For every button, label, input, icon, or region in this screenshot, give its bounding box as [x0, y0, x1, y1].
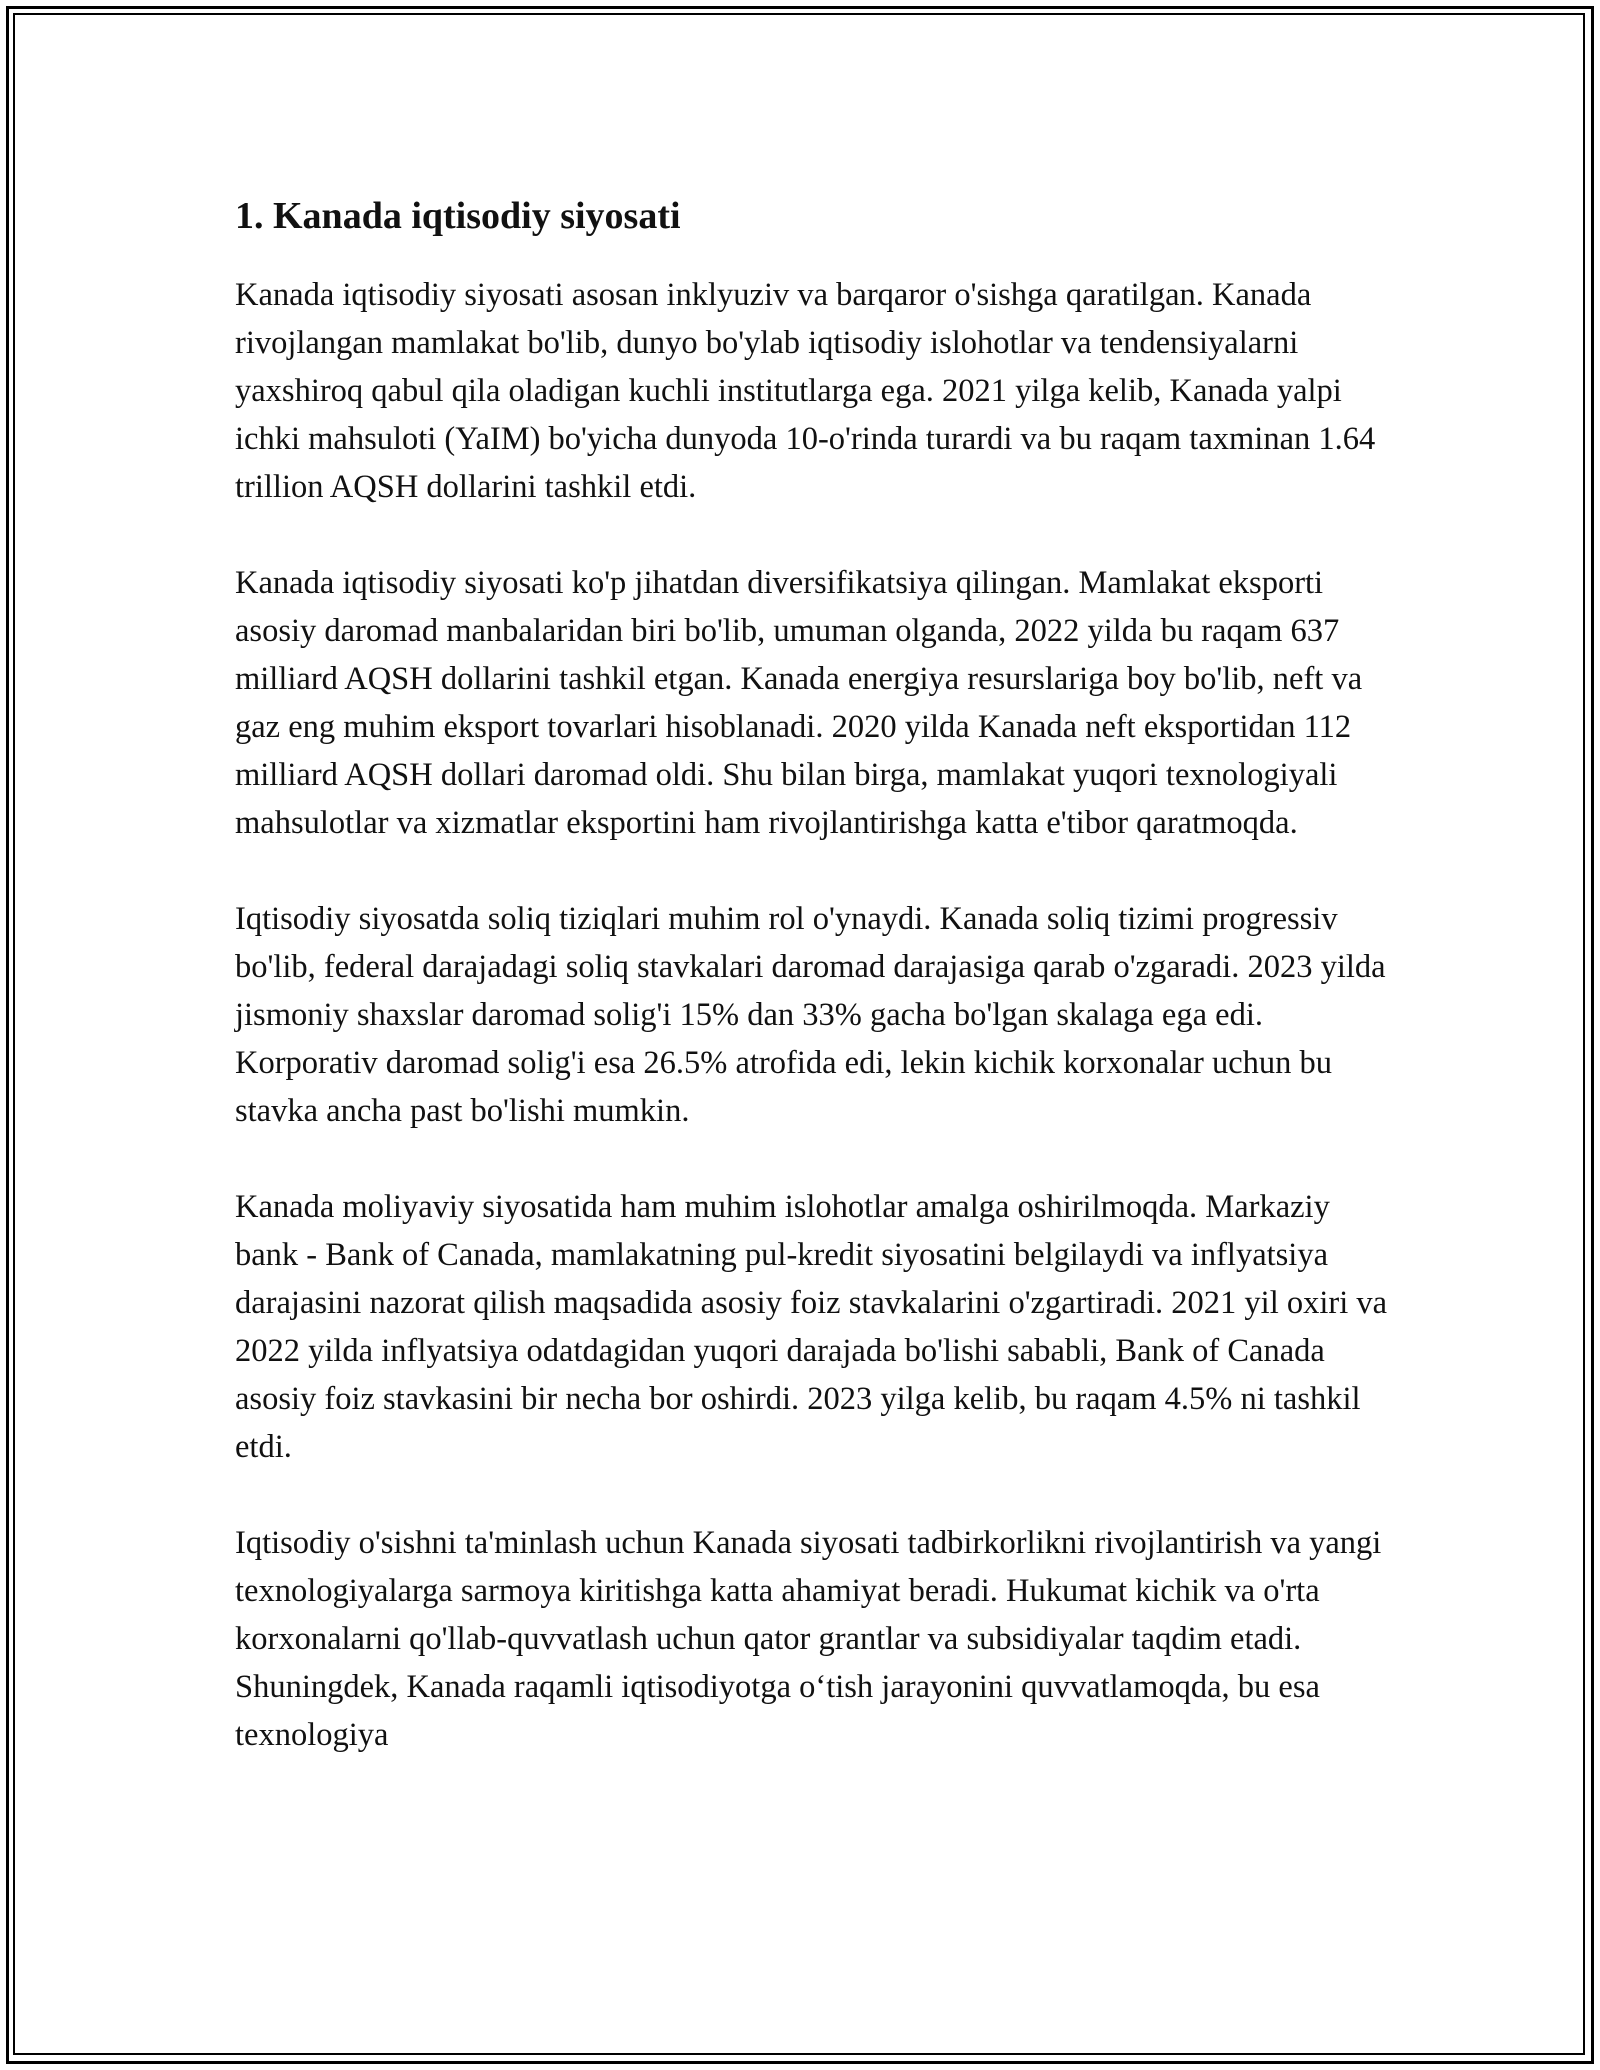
paragraph-5: Iqtisodiy o'sishni ta'minlash uchun Kanada siyosati tadbirkorlikni rivojlantirish va yangi texnologiyalarga sarmoya kiritishga katta ahamiyat beradi. Hukumat kichik va o'rta korxonalarni qo'llab-quvvatlash uchun qator grantlar va subsidiyalar taqdim etadi. Shuningdek, Kanada raqamli iqtisodiyotga o‘tish jarayonini quvvatlamoqda, bu esa texnologiya — [235, 1525, 1382, 1753]
section-heading: 1. Kanada iqtisodiy siyosati — [235, 195, 681, 237]
paragraph-2: Kanada iqtisodiy siyosati ko'p jihatdan diversifikatsiya qilingan. Mamlakat eksporti asosiy daromad manbalaridan biri bo'lib, umuman olganda, 2022 yilda bu raqam 637 milliard AQSH dollarini tashkil etgan. Kanada energiya resurslariga boy bo'lib, neft va gaz eng muhim eksport tovarlari hisoblanadi. 2020 yilda Kanada neft eksportidan 112 milliard AQSH dollari daromad oldi. Shu bilan birga, mamlakat yuqori texnologiyali mahsulotlar va xizmatlar eksportini ham rivojlantirishga katta e'tibor qaratmoqda. — [235, 565, 1363, 841]
paragraph-3: Iqtisodiy siyosatda soliq tiziqlari muhim rol o'ynaydi. Kanada soliq tizimi progressiv bo'lib, federal darajadagi soliq stavkalari daromad darajasiga qarab o'zgaradi. 2023 yilda jismoniy shaxslar daromad solig'i 15% dan 33% gacha bo'lgan skalaga ega edi. Korporativ daromad solig'i esa 26.5% atrofida edi, lekin kichik korxonalar uchun bu stavka ancha past bo'lishi mumkin. — [235, 901, 1386, 1129]
document-body — [235, 185, 1395, 1807]
paragraph-4: Kanada moliyaviy siyosatida ham muhim islohotlar amalga oshirilmoqda. Markaziy bank - Bank of Canada, mamlakatning pul-kredit siyosatini belgilaydi va inflyatsiya darajasini nazorat qilish maqsadida asosiy foiz stavkalarini o'zgartiradi. 2021 yil oxiri va 2022 yilda inflyatsiya odatdagidan yuqori darajada bo'lishi sababli, Bank of Canada asosiy foiz stavkasini bir necha bor oshirdi. 2023 yilga kelib, bu raqam 4.5% ni tashkil etdi. — [235, 1189, 1388, 1465]
paragraph-1: Kanada iqtisodiy siyosati asosan inklyuziv va barqaror o'sishga qaratilgan. Kanada rivojlangan mamlakat bo'lib, dunyo bo'ylab iqtisodiy islohotlar va tendensiyalarni yaxshiroq qabul qila oladigan kuchli institutlarga ega. 2021 yilga kelib, Kanada yalpi ichki mahsuloti (YaIM) bo'yicha dunyoda 10-o'rinda turardi va bu raqam taxminan 1.64 trillion AQSH dollarini tashkil etdi. — [235, 277, 1376, 505]
